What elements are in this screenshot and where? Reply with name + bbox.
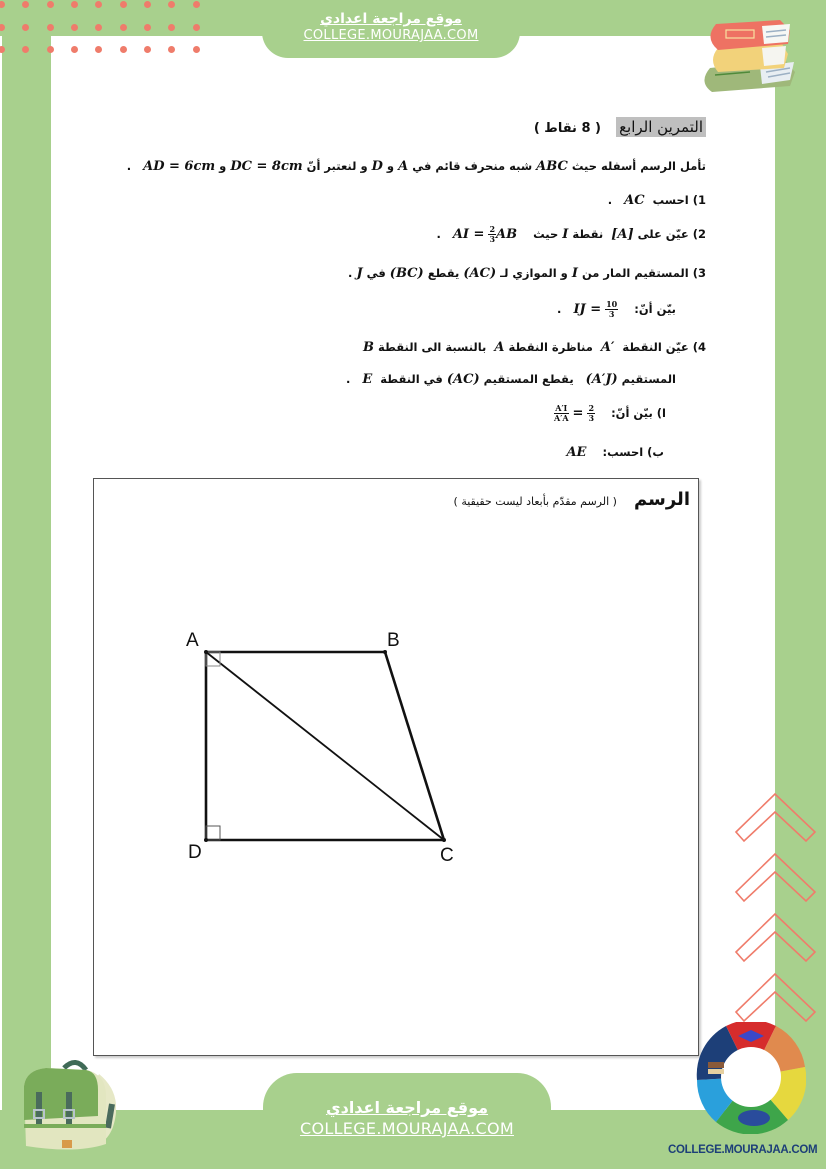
question-number: 4)	[692, 340, 706, 354]
exercise-title-text: التمرين الرابع	[616, 117, 706, 137]
math-a-prime: A′	[600, 340, 615, 355]
site-logo[interactable]	[668, 1022, 820, 1169]
question-2	[436, 225, 706, 244]
math-dc: DC = 8cm	[230, 159, 303, 174]
math-rhs: AB	[496, 227, 518, 242]
question-4	[363, 340, 706, 355]
point-label-a: A	[186, 630, 199, 651]
question-text: حيث	[533, 227, 559, 241]
math-segment: [A]	[611, 227, 634, 242]
frac-den: 3	[489, 234, 496, 244]
trapezoid-diagram	[94, 479, 698, 1055]
logo-caption[interactable]: COLLEGE.MOURAJAA.COM	[668, 1144, 818, 1156]
frac-num: A′I	[555, 403, 568, 413]
exercise-title	[534, 117, 706, 136]
question-dot: .	[557, 302, 562, 316]
question-1	[608, 193, 706, 208]
left-border-band	[2, 0, 51, 1169]
question-text: عيّن النقطة	[622, 340, 689, 354]
question-number: 2)	[692, 227, 706, 241]
math-ad: AD = 6cm	[143, 159, 216, 174]
exercise-intro	[127, 159, 706, 174]
question-3	[348, 266, 706, 281]
math-apj-line: (A′J)	[585, 372, 618, 387]
question-dot: .	[607, 193, 613, 207]
question-4-line-2	[346, 372, 676, 387]
intro-text: شبه منحرف قائم في	[412, 159, 533, 173]
frac-num: 2	[489, 224, 496, 234]
header-site-name[interactable]: موقع مراجعة اعدادي	[320, 11, 462, 27]
math-lhs: IJ =	[573, 302, 602, 317]
frac-den: A′A	[554, 413, 569, 423]
question-dot: .	[348, 266, 353, 280]
fraction	[605, 300, 618, 319]
intro-dot: .	[126, 159, 132, 173]
question-number: 3)	[692, 266, 706, 280]
question-dot: .	[436, 227, 441, 241]
figure-title-text: الرسم	[634, 489, 690, 510]
math-bc-line: (BC)	[389, 266, 424, 281]
math-d: D	[371, 159, 383, 174]
question-text: المستقيم المار من	[581, 266, 689, 280]
point-label-b: B	[387, 630, 400, 651]
footer-site-name[interactable]: موقع مراجعة اعدادي	[325, 1098, 489, 1117]
math-ae: AE	[566, 445, 587, 460]
math-b: B	[363, 340, 375, 355]
footer-site-banner[interactable]	[263, 1073, 551, 1169]
question-text: يقطع المستقيم	[483, 372, 574, 386]
frac-num: 10	[606, 299, 618, 309]
math-i: I	[571, 266, 578, 281]
header-site-banner[interactable]	[262, 0, 520, 58]
figure-note: ( الرسم مقدّم بأبعاد ليست حقيقية )	[453, 495, 617, 508]
figure-box	[93, 478, 699, 1056]
question-text: مناظرة النقطة	[508, 340, 593, 354]
intro-text: و لنعتبر أنّ	[306, 159, 368, 173]
footer-site-url[interactable]: COLLEGE.MOURAJAA.COM	[300, 1119, 514, 1138]
books-stack-icon	[690, 10, 805, 95]
question-text: ا) بيّن أنّ:	[611, 406, 666, 420]
right-angle-mark-d	[206, 826, 220, 840]
education-wheel-icon	[696, 1022, 806, 1134]
fraction	[554, 404, 569, 423]
math-i: I	[562, 227, 569, 242]
fraction	[488, 225, 496, 244]
math-a: A	[494, 340, 505, 355]
exercise-points: ( 8 نقاط )	[533, 121, 601, 136]
math-eq: =	[572, 406, 584, 421]
question-text: نقطة	[572, 227, 604, 241]
frac-den: 3	[608, 309, 615, 319]
question-4a	[554, 404, 666, 423]
point-label-d: D	[188, 842, 202, 863]
point-label-c: C	[440, 845, 454, 866]
question-3-show	[557, 300, 676, 319]
question-dot: .	[345, 372, 351, 386]
question-text: عيّن على	[637, 227, 689, 241]
chevron-up-icons	[733, 792, 818, 1032]
question-text: يقطع	[427, 266, 460, 280]
frac-den: 3	[588, 413, 595, 423]
question-number: 1)	[692, 193, 706, 207]
math-j: J	[356, 266, 363, 281]
math-lhs: AI =	[452, 227, 485, 242]
formula-ratio	[554, 404, 595, 423]
intro-text: و	[219, 159, 227, 173]
question-text: ب) احسب:	[602, 445, 664, 459]
math-ac: AC	[624, 193, 645, 208]
frac-num: 2	[588, 403, 595, 413]
math-ac-line: (AC)	[446, 372, 480, 387]
question-text: بيّن أنّ:	[634, 302, 676, 316]
intro-text: و	[386, 159, 395, 173]
intro-text: تأمل الرسم أسفله حيث	[571, 159, 706, 173]
formula-ai	[453, 225, 517, 244]
math-a: A	[398, 159, 409, 174]
backpack-icon	[16, 1056, 116, 1156]
question-4b	[566, 445, 664, 460]
math-e: E	[362, 372, 373, 387]
question-text: و الموازي لـ	[500, 266, 568, 280]
math-abc: ABC	[536, 159, 568, 174]
formula-ij	[573, 300, 618, 319]
question-text: المستقيم	[621, 372, 676, 386]
fraction	[587, 404, 595, 423]
header-site-url[interactable]: COLLEGE.MOURAJAA.COM	[303, 28, 479, 43]
question-text: في النقطة	[380, 372, 443, 386]
question-text: احسب	[652, 193, 689, 207]
math-ac-line: (AC)	[463, 266, 497, 281]
question-text: في	[366, 266, 386, 280]
question-text: بالنسبة الى النقطة	[378, 340, 487, 354]
